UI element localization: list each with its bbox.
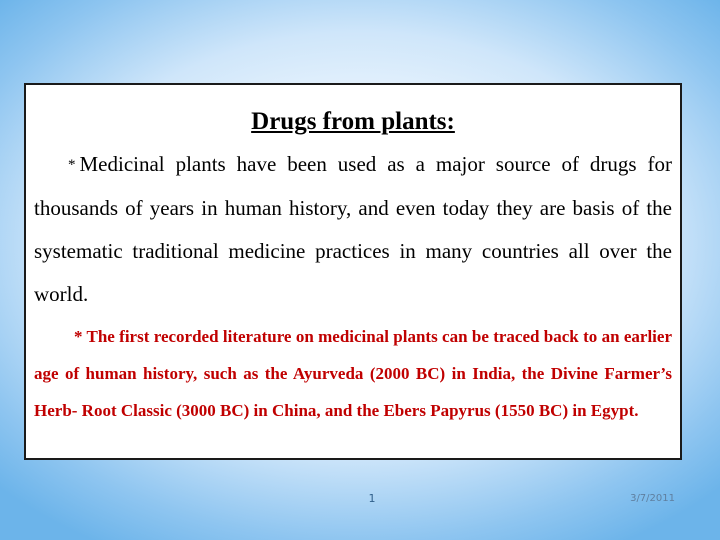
paragraph-medicinal-plants — [34, 143, 672, 316]
slide-number: 1 — [368, 492, 376, 505]
slide-title: Drugs from plants: — [251, 108, 455, 135]
paragraph-recorded-literature — [34, 318, 672, 429]
content-box — [24, 83, 682, 460]
paragraph-text: The first recorded literature on medicinal plants can be traced back to an earlier age of human history, such as the Ayurveda (2000 BC) in India, the Divine Farmer’s Herb- Root Classic (3000 BC) in China, and the Ebers Papyrus (1550 BC) in Egypt. — [34, 327, 672, 420]
bullet-marker: * — [68, 157, 76, 173]
slide-date: 3/7/2011 — [630, 493, 675, 504]
paragraph-text: Medicinal plants have been used as a major source of drugs for thousands of years in human history, and even today they are basis of the systematic traditional medicine practices in many countries all over the world. — [34, 152, 672, 306]
bullet-marker: * — [74, 327, 83, 346]
